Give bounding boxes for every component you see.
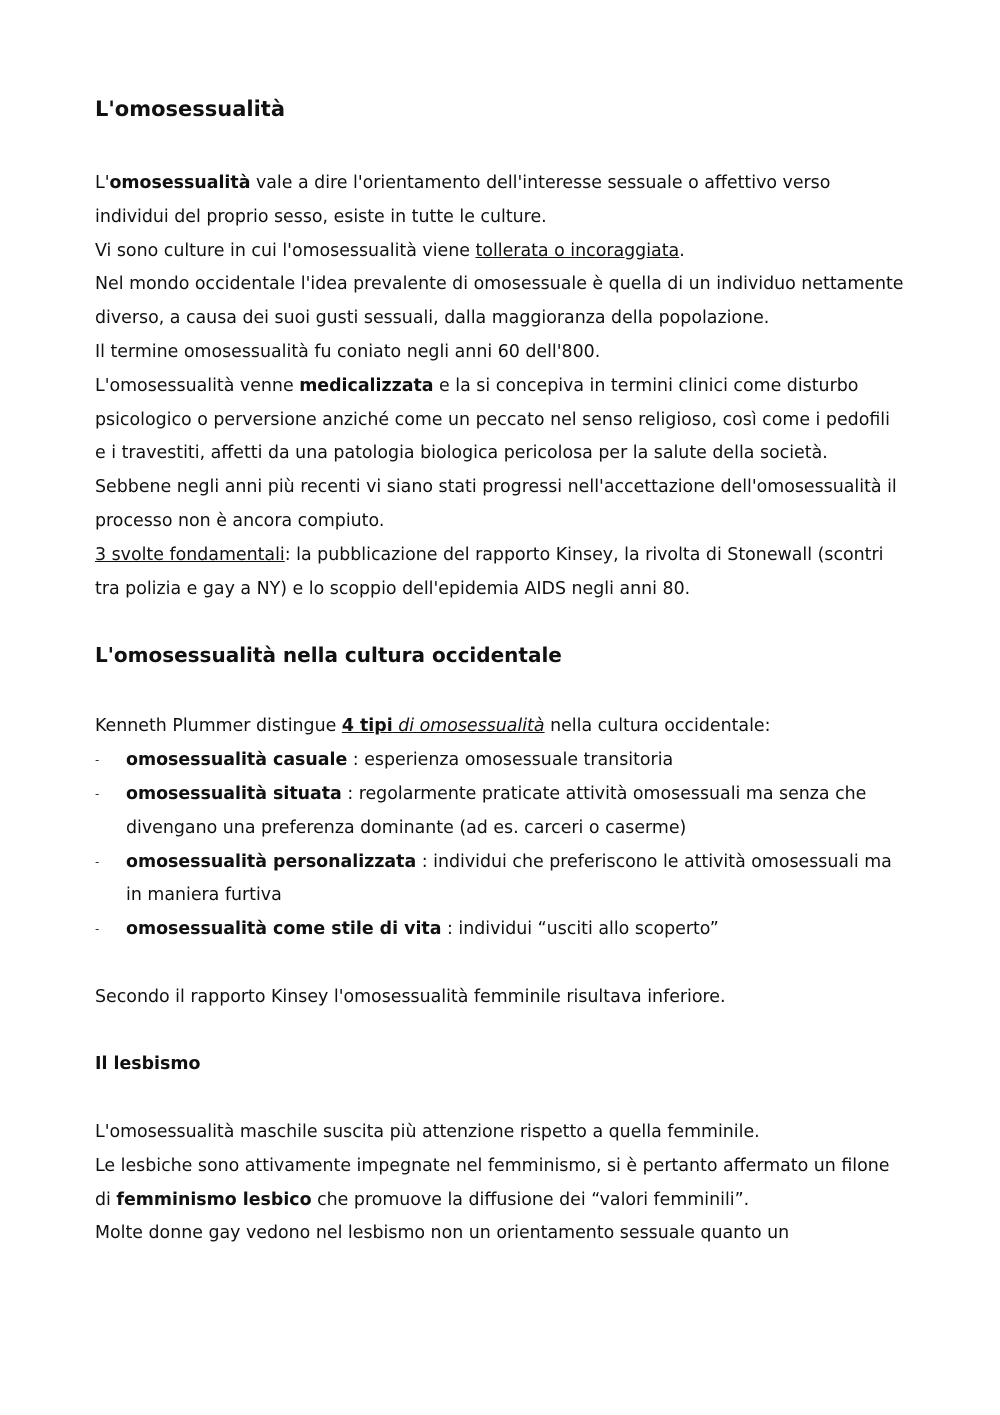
- list-item: - omosessualità casuale : esperienza omosessuale transitoria: [95, 744, 905, 778]
- paragraph-orientation: Molte donne gay vedono nel lesbismo non un orientamento sessuale quanto un: [95, 1223, 790, 1244]
- paragraph-lesbian-feminism: Le lesbiche sono attivamente impegnate nel femminismo, si è pertanto affermato un filone di femminismo lesbico che promuove la diffusione dei “valori femminili”.: [95, 1155, 890, 1210]
- bold-term: medicalizzata: [299, 375, 434, 396]
- paragraph-kinsey-female: Secondo il rapporto Kinsey l'omosessualità femminile risultava inferiore.: [95, 986, 726, 1007]
- types-list: [95, 744, 905, 947]
- bold-term: femminismo lesbico: [116, 1189, 312, 1210]
- paragraph-term-origin: Il termine omosessualità fu coniato negli anni 60 dell'800.: [95, 341, 601, 362]
- list-item: - omosessualità situata : regolarmente praticate attività omosessuali ma senza che divengano una preferenza dominante (ad es. carceri o caserme): [95, 778, 905, 846]
- list-item: - omosessualità come stile di vita : individui “usciti allo scoperto”: [95, 913, 905, 947]
- list-item: - omosessualità personalizzata : individui che preferiscono le attività omosessuali ma in maniera furtiva: [95, 846, 905, 914]
- paragraph-definition: L'omosessualità vale a dire l'orientamento dell'interesse sessuale o affettivo verso individui del proprio sesso, esiste in tutte le culture.: [95, 173, 831, 227]
- underlined-phrase: tollerata o incoraggiata: [475, 240, 680, 261]
- bold-term: omosessualità: [109, 173, 251, 193]
- page-title: L'omosessualità: [95, 97, 286, 121]
- paragraph-attention: L'omosessualità maschile suscita più attenzione rispetto a quella femminile.: [95, 1121, 760, 1142]
- section-heading-western-culture: L'omosessualità nella cultura occidentale: [95, 643, 562, 668]
- paragraph-western-idea: Nel mondo occidentale l'idea prevalente di omosessuale è quella di un individuo nettamente diverso, a causa dei suoi gusti sessuali, dalla maggioranza della popolazione.: [95, 274, 904, 329]
- paragraph-progress: Sebbene negli anni più recenti vi siano stati progressi nell'accettazione dell'omosessualità il processo non è ancora compiuto.: [95, 477, 897, 531]
- paragraph-cultures: Vi sono culture in cui l'omosessualità viene tollerata o incoraggiata.: [95, 240, 685, 261]
- paragraph-medicalization: L'omosessualità venne medicalizzata e la si concepiva in termini clinici come disturbo psicologico o perversione anziché come un peccato nel senso religioso, così come i pedofili e i travestiti, affetti da una patologia biologica pericolosa per la salute della società.: [95, 375, 890, 464]
- paragraph-turning-points: 3 svolte fondamentali: la pubblicazione del rapporto Kinsey, la rivolta di Stonewall (scontri tra polizia e gay a NY) e lo scoppio dell'epidemia AIDS negli anni 80.: [95, 544, 884, 599]
- underlined-phrase: 3 svolte fondamentali: [95, 544, 285, 565]
- section-heading-lesbianism: Il lesbismo: [95, 1054, 201, 1075]
- paragraph-plummer-intro: Kenneth Plummer distingue 4 tipi di omosessualità nella cultura occidentale:: [95, 716, 771, 737]
- italic-underlined-phrase: di omosessualità: [392, 716, 545, 737]
- bold-underlined-phrase: 4 tipi: [341, 716, 393, 737]
- document-page: [95, 92, 905, 1251]
